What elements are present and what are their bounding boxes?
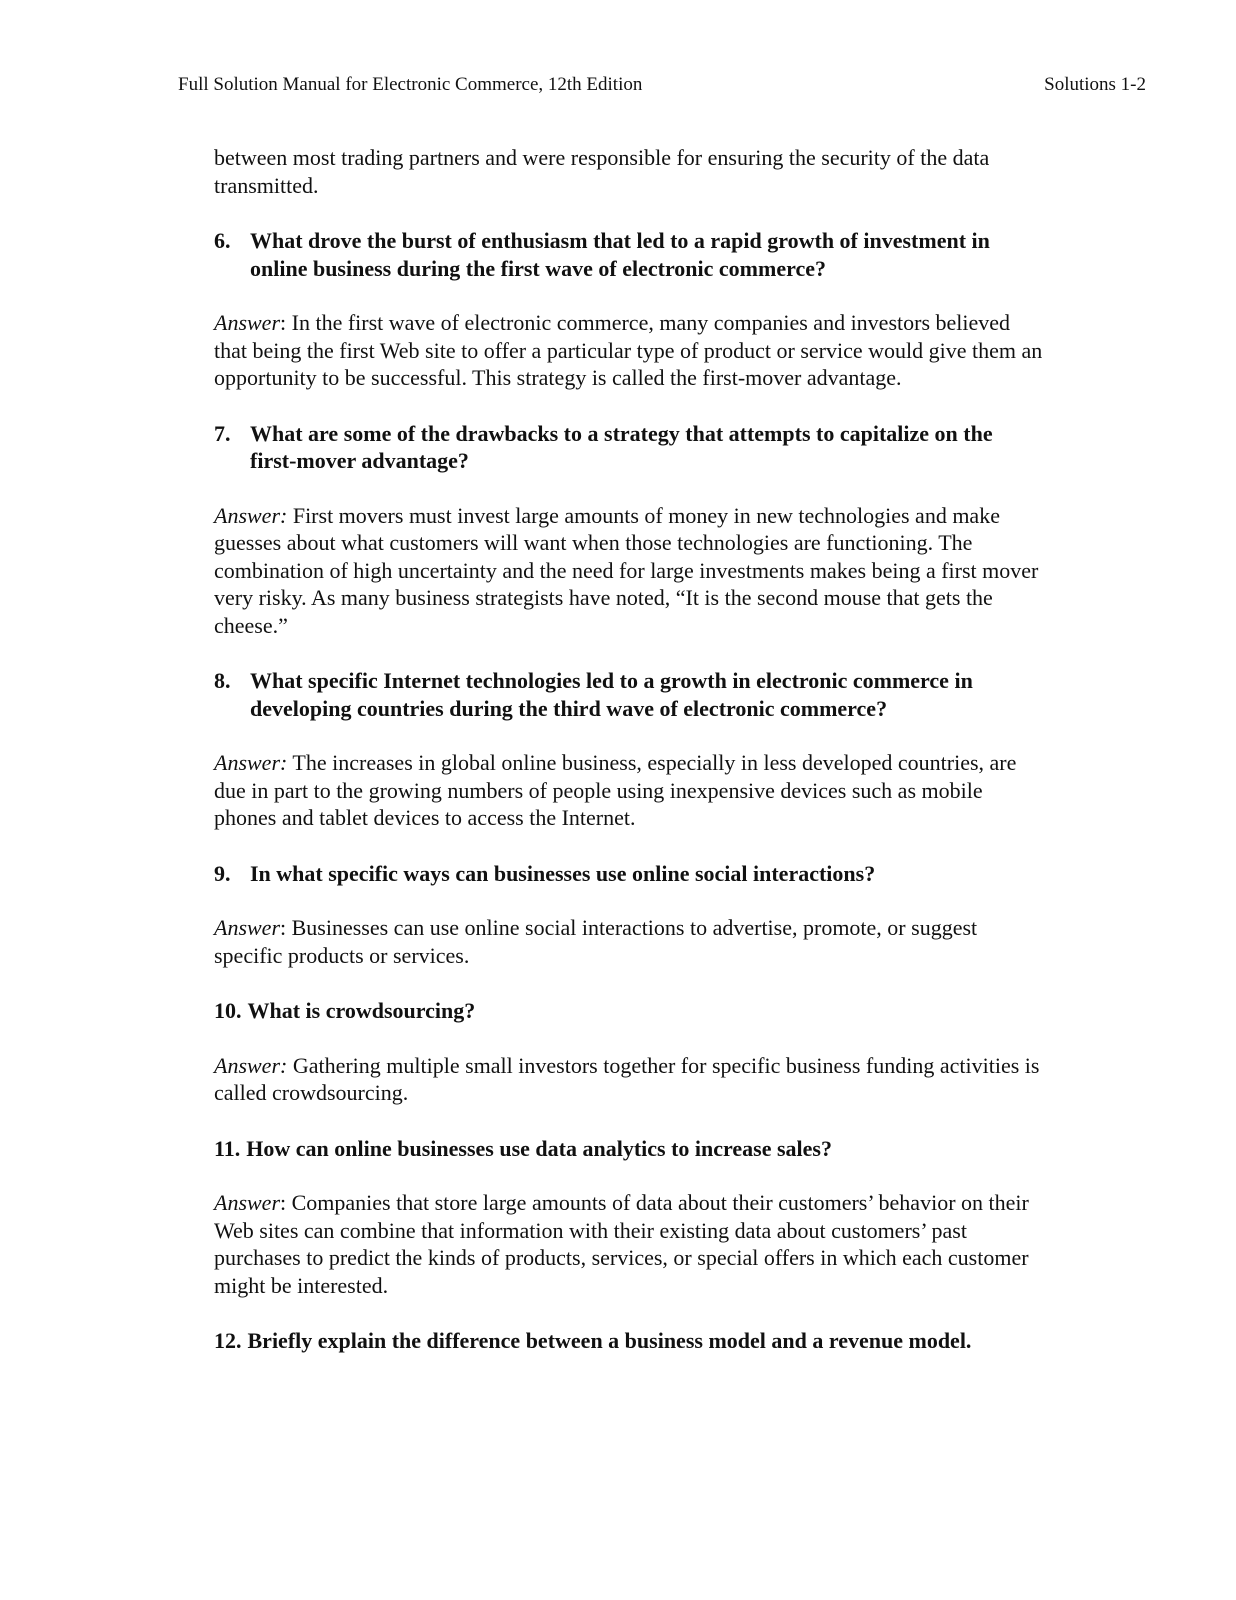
- question-text: What is crowdsourcing?: [247, 998, 476, 1023]
- answer-10: [214, 1052, 1044, 1107]
- answer-label: Answer: [214, 915, 280, 940]
- answer-label: Answer: [214, 310, 280, 335]
- question-7: [214, 420, 1044, 475]
- question-text: In what specific ways can businesses use online social interactions?: [250, 860, 876, 886]
- answer-8: [214, 749, 1044, 832]
- question-text: How can online businesses use data analytics to increase sales?: [246, 1135, 832, 1161]
- answer-7: [214, 502, 1044, 640]
- question-text: What drove the burst of enthusiasm that led to a rapid growth of investment in online business during the first wave of electronic commerce?: [250, 228, 990, 281]
- answer-text: The increases in global online business, especially in less developed countries, are due in part to the growing numbers of people using inexpensive devices such as mobile phones and tablet devices to access the Internet.: [214, 750, 1017, 830]
- question-number: 8.: [214, 668, 231, 693]
- question-6: [214, 227, 1044, 282]
- answer-colon: :: [280, 1190, 287, 1215]
- question-number: 9.: [214, 860, 231, 886]
- answer-colon: :: [280, 915, 287, 940]
- answer-text: Businesses can use online social interactions to advertise, promote, or suggest specific products or services.: [214, 915, 978, 968]
- answer-11: [214, 1189, 1044, 1299]
- answer-text: In the first wave of electronic commerce, many companies and investors believed that being the first Web site to offer a particular type of product or service would give them an opportunity to be successful. This strategy is called the first-mover advantage.: [214, 310, 1043, 390]
- question-10: [214, 997, 1044, 1025]
- continuation-paragraph: between most trading partners and were responsible for ensuring the security of the data transmitted.: [214, 145, 990, 198]
- answer-6: [214, 309, 1044, 392]
- answer-text: First movers must invest large amounts of money in new technologies and make guesses about what customers will want when those technologies are functioning. The combination of high uncertainty and the need for large investments makes being a first mover very risky. As many business strategists have noted, “It is the second mouse that gets the cheese.”: [214, 502, 1039, 638]
- question-number: 10.: [214, 998, 242, 1023]
- question-8: [214, 667, 1044, 722]
- answer-label: Answer:: [214, 1052, 288, 1078]
- answer-label: Answer:: [214, 750, 288, 775]
- question-number: 12.: [214, 1328, 242, 1353]
- question-number: 11.: [214, 1135, 241, 1161]
- page-content: [214, 144, 1044, 1382]
- answer-text: Companies that store large amounts of data about their customers’ behavior on their Web sites can combine that information with their existing data about customers’ past purchases to predict the kinds of products, services, or special offers in which each customer might be interested.: [214, 1190, 1029, 1298]
- answer-9: [214, 914, 1044, 969]
- question-number: 6.: [214, 228, 231, 253]
- question-text: Briefly explain the difference between a business model and a revenue model.: [247, 1328, 972, 1353]
- answer-label: Answer: [214, 1190, 280, 1215]
- page-header: [178, 72, 1146, 98]
- answer-colon: :: [280, 310, 287, 335]
- document-title: Full Solution Manual for Electronic Commerce, 12th Edition: [178, 74, 643, 95]
- question-9: [214, 860, 1044, 888]
- question-text: What are some of the drawbacks to a strategy that attempts to capitalize on the first-mover advantage?: [250, 420, 993, 473]
- question-11: [214, 1135, 1044, 1163]
- page-label: Solutions 1-2: [1044, 74, 1146, 95]
- answer-label: Answer:: [214, 502, 288, 528]
- question-12: [214, 1327, 1044, 1355]
- question-number: 7.: [214, 420, 231, 446]
- question-text: What specific Internet technologies led to a growth in electronic commerce in developing countries during the third wave of electronic commerce?: [250, 668, 973, 721]
- answer-text: Gathering multiple small investors together for specific business funding activities is called crowdsourcing.: [214, 1052, 1040, 1105]
